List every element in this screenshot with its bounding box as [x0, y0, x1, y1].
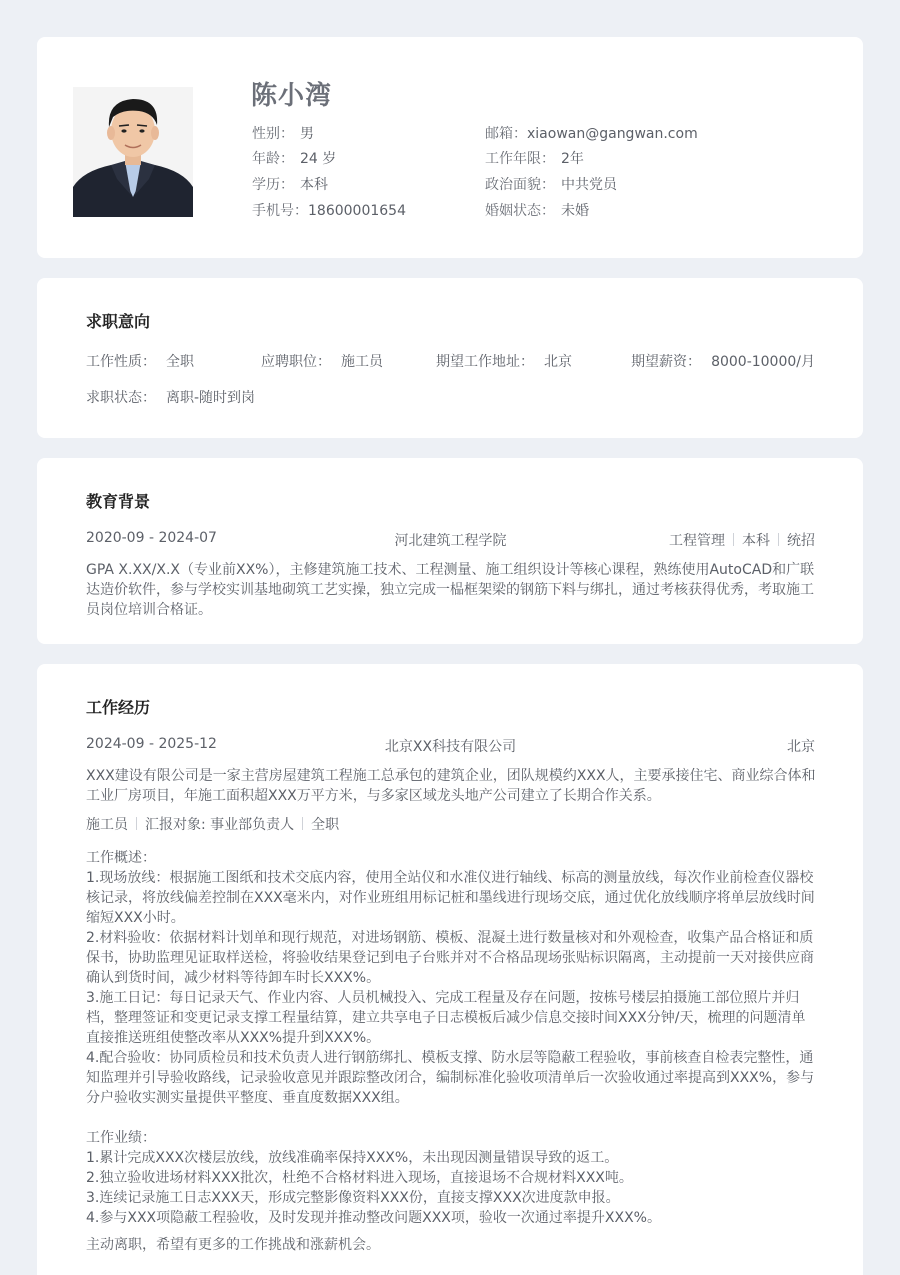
work-years-value: 2年	[561, 151, 584, 167]
phone-value: 18600001654	[308, 203, 406, 219]
marital-status-value: 未婚	[561, 203, 589, 219]
profile-photo	[73, 87, 193, 217]
political-status-value: 中共党员	[561, 177, 617, 193]
work-period: 2024-09 - 2025-12	[86, 736, 217, 752]
work-detail-line: 3.施工日记：每日记录天气、作业内容、人员机械投入、完成工程量及存在问题，按栋号楼层拍摄施工部位照片并归	[86, 990, 800, 1006]
work-type-value: 全职	[166, 354, 194, 370]
divider	[136, 817, 137, 830]
divider	[778, 533, 779, 546]
work-type-field	[86, 351, 194, 371]
work-detail-line: 知监理并引导验收路线，记录验收意见并跟踪整改闭合，编制标准化验收项清单后一次验收通过率提高到XXX%，参与	[86, 1070, 815, 1086]
expected-salary-label: 期望薪资：	[631, 354, 702, 370]
work-details	[86, 848, 818, 1228]
work-detail-line: 2.独立验收进场材料XXX批次，杜绝不合格材料进入现场，直接退场不合规材料XXX吨。	[86, 1170, 633, 1186]
work-location: 北京	[787, 739, 815, 755]
report-to: 汇报对象: 事业部负责人	[145, 817, 295, 833]
expected-salary-field	[631, 351, 815, 371]
work-detail-line: 4.参与XXX项隐蔽工程验收，及时发现并推动整改问题XXX项，验收一次通过率提升XXX%。	[86, 1210, 661, 1226]
company-description-line: 工业厂房项目，年施工面积超XXX万平方米，与多家区域龙头地产公司建立了长期合作关系。	[86, 788, 661, 804]
employment-type: 全职	[311, 817, 340, 833]
age-field	[252, 148, 336, 168]
age-value: 24 岁	[300, 151, 337, 167]
gender-field	[252, 123, 314, 143]
work-detail-line: 缩短XXX小时。	[86, 910, 185, 926]
section-title-education: 教育背景	[86, 492, 151, 511]
profile-card	[37, 37, 863, 258]
education-description-line: GPA X.XX/X.X（专业前XX%），主修建筑施工技术、工程测量、施工组织设计等核心课程，熟练使用AutoCAD和广联	[86, 562, 815, 578]
role-title: 施工员	[86, 817, 128, 833]
school-name: 河北建筑工程学院	[394, 533, 507, 549]
education-description	[86, 560, 818, 620]
phone-field	[252, 200, 406, 220]
section-title-intent: 求职意向	[86, 312, 151, 331]
work-detail-line: 工作业绩：	[86, 1130, 156, 1146]
work-detail-line: 4.配合验收：协同质检员和技术负责人进行钢筋绑扎、模板支撑、防水层等隐蔽工程验收，事前核查自检表完整性，通	[86, 1050, 814, 1066]
work-detail-line: 保书，协助监理见证取样送检，将验收结果登记到电子台账并对不合格品现场张贴标识隔离，主动提前一天对接供应商	[86, 950, 814, 966]
job-status-label: 求职状态：	[86, 390, 156, 406]
work-years-field	[485, 148, 584, 168]
email-field	[485, 123, 698, 143]
expected-salary-value: 8000-10000/月	[711, 354, 815, 370]
job-status-field	[86, 387, 255, 407]
gender-label: 性别：	[252, 126, 294, 142]
company-description-line: XXX建设有限公司是一家主营房屋建筑工程施工总承包的建筑企业，团队规模约XXX人，主要承接住宅、商业综合体和	[86, 768, 816, 784]
education-level-label: 学历：	[252, 177, 294, 193]
divider	[733, 533, 734, 546]
education-meta	[669, 530, 815, 550]
work-detail-line: 3.连续记录施工日志XXX天，形成完整影像资料XXX份，直接支撑XXX次进度款申报。	[86, 1190, 620, 1206]
work-detail-line: 直接推送班组使整改率从XXX%提升到XXX%。	[86, 1030, 381, 1046]
work-detail-line: 2.材料验收：依据材料计划单和现行规范，对进场钢筋、模板、混凝土进行数量核对和外观检查，收集产品合格证和质	[86, 930, 814, 946]
marital-status-field	[485, 200, 589, 220]
role-tags	[86, 814, 339, 834]
education-level-value: 本科	[300, 177, 328, 193]
expected-location-value: 北京	[544, 354, 572, 370]
work-detail-line: 1.累计完成XXX次楼层放线，放线准确率保持XXX%，未出现因测量错误导致的返工。	[86, 1150, 619, 1166]
work-detail-line: 确认到货时间，减少材料等待卸车时长XXX%。	[86, 970, 381, 986]
job-status-value: 离职-随时到岗	[166, 390, 256, 406]
leave-reason: 主动离职，希望有更多的工作挑战和涨薪机会。	[86, 1237, 380, 1253]
work-detail-line	[86, 1108, 818, 1128]
position-field	[261, 351, 383, 371]
enrollment-type: 统招	[787, 533, 815, 549]
education-level-field	[252, 174, 328, 194]
degree: 本科	[742, 533, 770, 549]
avatar-portrait	[73, 87, 193, 217]
divider	[302, 817, 303, 830]
company-description	[86, 766, 818, 806]
company-name: 北京XX科技有限公司	[384, 739, 517, 755]
expected-location-field	[436, 351, 572, 371]
work-detail-line: 核记录，将放线偏差控制在XXX毫米内，对作业班组用标记桩和墨线进行现场交底，通过优化放线顺序将单层放线时间	[86, 890, 815, 906]
position-value: 施工员	[341, 354, 383, 370]
phone-label: 手机号：	[252, 203, 308, 219]
work-detail-line: 档，整理签证和变更记录支撑工程量结算，建立共享电子日志模板后减少信息交接时间XXX分钟/天，梳理的问题清单	[86, 1010, 806, 1026]
education-card	[37, 458, 863, 644]
major: 工程管理	[669, 533, 725, 549]
work-type-label: 工作性质：	[86, 354, 156, 370]
work-detail-line: 工作概述：	[86, 850, 156, 866]
education-description-line: 员岗位培训合格证。	[86, 602, 212, 618]
education-description-line: 达造价软件，参与学校实训基地砌筑工艺实操，独立完成一榀框架梁的钢筋下料与绑扎，通过考核获得优秀，考取施工	[86, 582, 814, 598]
candidate-name: 陈小湾	[251, 81, 333, 111]
work-experience-card	[37, 664, 863, 1275]
education-period: 2020-09 - 2024-07	[86, 530, 217, 546]
political-status-field	[485, 174, 617, 194]
political-status-label: 政治面貌：	[485, 177, 555, 193]
work-years-label: 工作年限：	[485, 151, 555, 167]
expected-location-label: 期望工作地址：	[436, 354, 534, 370]
position-label: 应聘职位：	[261, 354, 331, 370]
work-detail-line: 1.现场放线：根据施工图纸和技术交底内容，使用全站仪和水准仪进行轴线、标高的测量放线，每次作业前检查仪器校	[86, 870, 814, 886]
marital-status-label: 婚姻状态：	[485, 203, 555, 219]
age-label: 年龄：	[252, 151, 294, 167]
email-value: xiaowan@gangwan.com	[527, 126, 698, 142]
email-label: 邮箱：	[485, 126, 527, 142]
gender-value: 男	[300, 126, 314, 142]
job-intent-card	[37, 278, 863, 438]
section-title-work: 工作经历	[86, 698, 151, 717]
work-detail-line: 分户验收实测实量提供平整度、垂直度数据XXX组。	[86, 1090, 409, 1106]
